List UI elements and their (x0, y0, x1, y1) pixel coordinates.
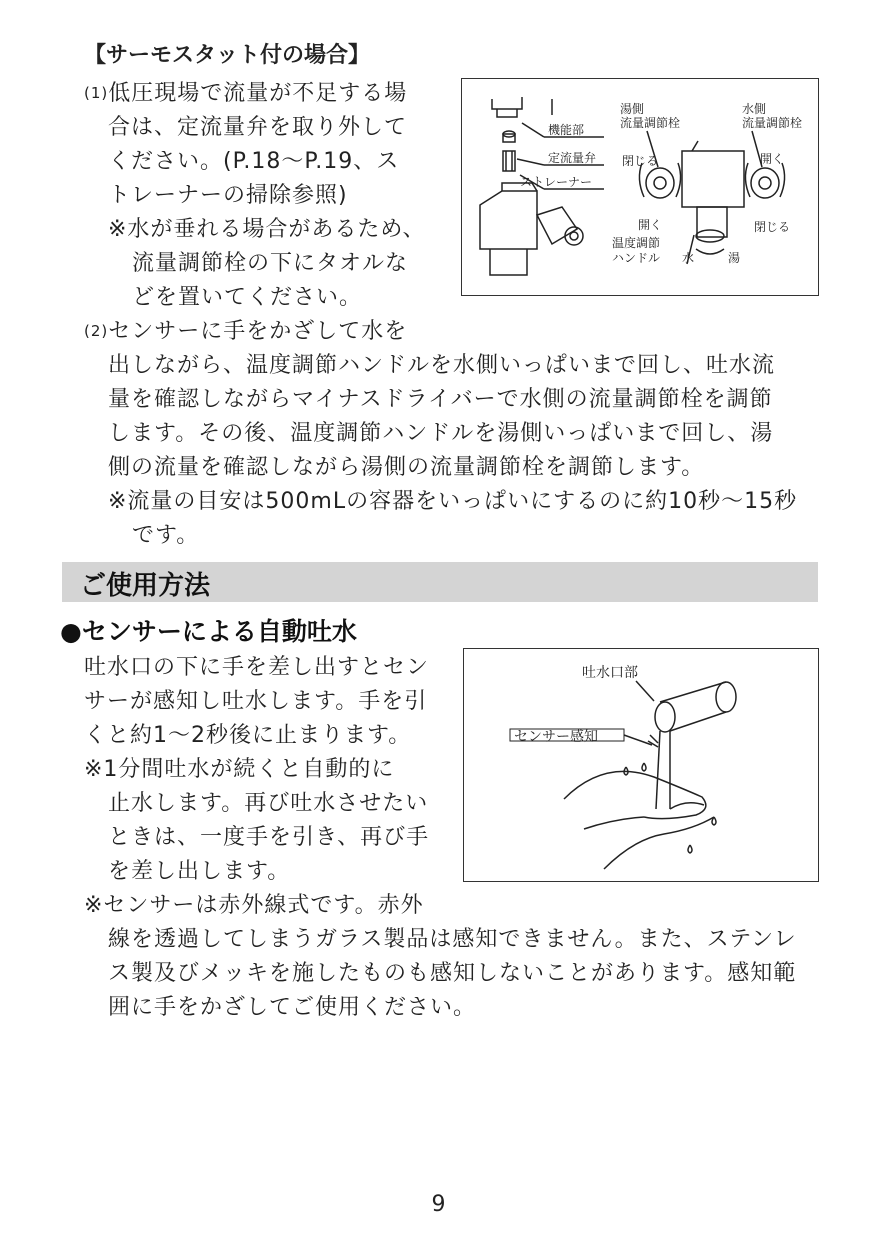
item1-note-line-2: 流量調節栓の下にタオルな (132, 251, 409, 276)
label-temp-handle-1: 温度調節 (612, 236, 661, 250)
usage-note2-line-3: ス製及びメッキを施したものも感知しないことがあります。感知範 (108, 961, 797, 986)
thermostat-diagram-svg (462, 79, 818, 295)
label-constant-flow-valve: 定流量弁 (548, 151, 597, 165)
usage-note1-line-3: ときは、一度手を引き、再び手 (108, 825, 430, 850)
usage-body-line-2: サーが感知し吐水します。手を引 (84, 689, 428, 714)
item1-line-4: トレーナーの掃除参照) (108, 183, 348, 208)
item1-line-3: ください。(P.18～P.19、ス (108, 149, 400, 174)
thermostat-diagram (461, 78, 819, 296)
label-water: 水 (682, 251, 695, 265)
usage-note1-line-4: を差し出します。 (108, 859, 291, 884)
thermostat-heading: 【サーモスタット付の場合】 (84, 43, 371, 68)
label-cold-side: 水側 (742, 102, 767, 116)
item1-note-line-3: どを置いてください。 (132, 285, 363, 310)
item2-line-5: 側の流量を確認しながら湯側の流量調節栓を調節します。 (108, 455, 705, 480)
item2-line-3: 量を確認しながらマイナスドライバーで水側の流量調節栓を調節 (108, 387, 773, 412)
label-hot-side: 湯側 (620, 102, 645, 116)
usage-note1-line-1: ※1分間吐水が続くと自動的に (84, 757, 395, 782)
section-title-band (62, 562, 818, 602)
label-function-part: 機能部 (548, 123, 585, 137)
label-hot: 湯 (728, 251, 741, 265)
page-number: 9 (431, 1192, 446, 1217)
item2-marker: (2) (84, 322, 109, 340)
item2-note-line-2: です。 (132, 523, 200, 548)
label-open-right: 開く (760, 152, 785, 166)
sensor-diagram (463, 648, 819, 882)
label-flow-adjust-cold: 流量調節栓 (742, 116, 803, 130)
label-sensor: センサー感知 (514, 729, 598, 745)
sensor-diagram-svg (464, 649, 818, 881)
usage-note1-line-2: 止水します。再び吐水させたい (108, 791, 429, 816)
label-strainer: ストレーナー (520, 175, 593, 189)
usage-note2-line-2: 線を透過してしまうガラス製品は感知できません。また、ステンレ (108, 927, 797, 952)
label-spout: 吐水口部 (582, 665, 638, 681)
label-flow-adjust-hot: 流量調節栓 (620, 116, 681, 130)
label-temp-handle-2: ハンドル (612, 251, 661, 265)
item1-note-line-1: ※水が垂れる場合があるため、 (108, 217, 426, 242)
item2-line-4: します。その後、温度調節ハンドルを湯側いっぱいまで回し、湯 (108, 421, 774, 446)
usage-body-line-1: 吐水口の下に手を差し出すとセン (84, 655, 430, 680)
item1-marker: (1) (84, 84, 109, 102)
item2-line-1: (2)センサーに手をかざして水を (84, 319, 408, 344)
label-open-left: 開く (638, 218, 663, 232)
label-close-right: 閉じる (754, 220, 791, 234)
usage-note2-line-4: 囲に手をかざしてご使用ください。 (108, 995, 477, 1020)
item1-line-2: 合は、定流量弁を取り外して (108, 115, 408, 140)
item2-note-line-1: ※流量の目安は500mLの容器をいっぱいにするのに約10秒～15秒 (108, 489, 798, 514)
usage-body-line-3: くと約1～2秒後に止まります。 (84, 723, 412, 748)
label-close-left: 閉じる (622, 154, 659, 168)
item2-line-2: 出しながら、温度調節ハンドルを水側いっぱいまで回し、吐水流 (108, 353, 776, 378)
usage-subheading: ●センサーによる自動吐水 (60, 617, 357, 646)
section-title: ご使用方法 (80, 571, 211, 601)
item1-line-1: (1)低圧現場で流量が不足する場 (84, 81, 408, 106)
usage-note2-line-1: ※センサーは赤外線式です。赤外 (84, 893, 424, 918)
